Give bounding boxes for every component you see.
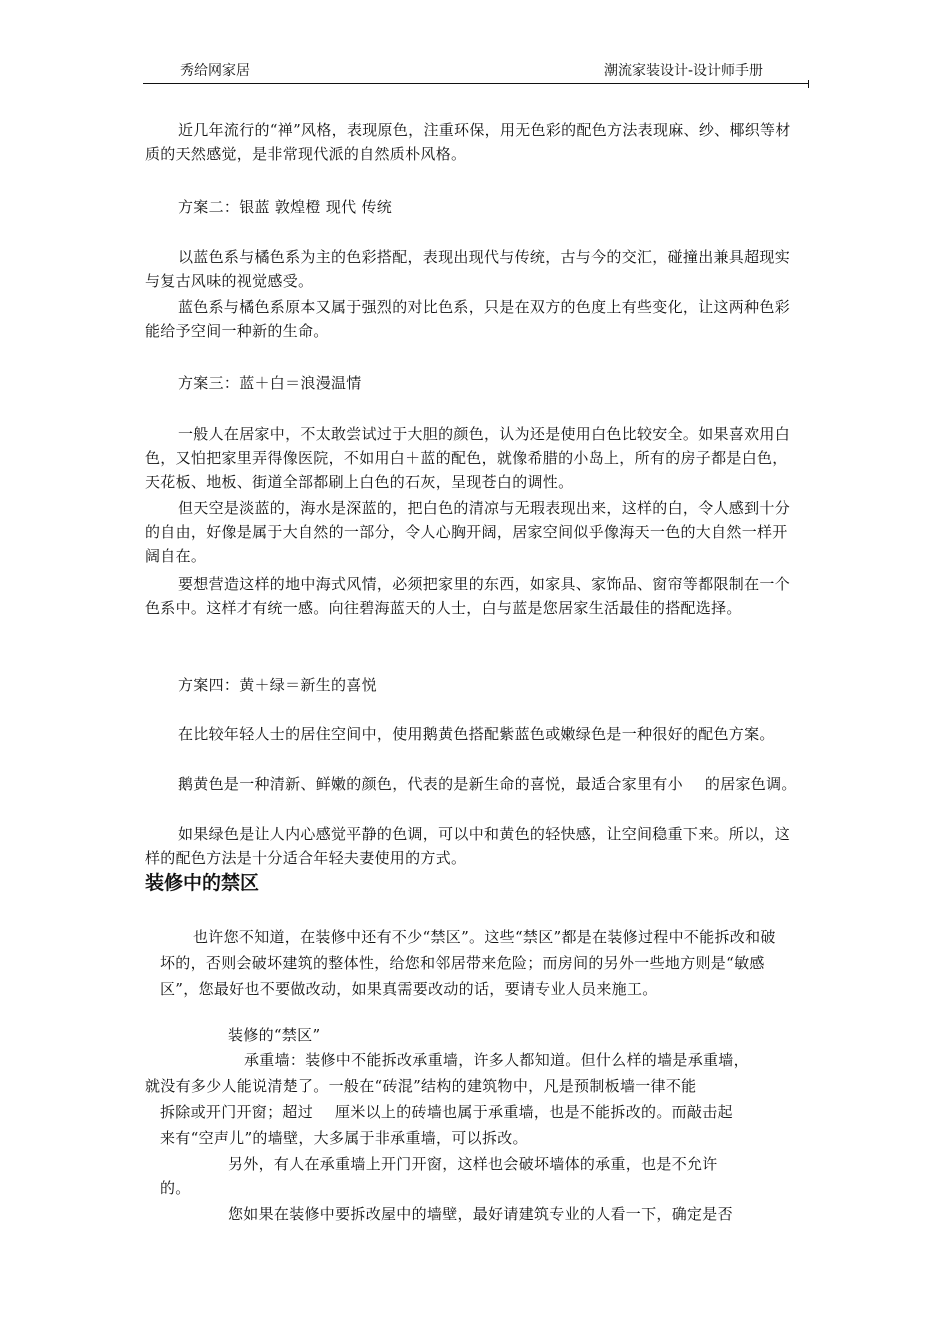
scheme4-paragraph-1: 在比较年轻人士的居住空间中，使用鹅黄色搭配紫蓝色或嫩绿色是一种很好的配色方案。: [178, 725, 775, 743]
opening-wall-line-1: 另外，有人在承重墙上开门开窗，这样也会破坏墙体的承重，也是不允许: [228, 1155, 718, 1173]
scheme2-paragraph-1: 以蓝色系与橘色系为主的色彩搭配，表现出现代与传统，古与今的交汇，碰撞出兼具超现实与复古风味的视觉感受。: [145, 248, 791, 290]
section-title-forbidden-zones: 装修中的禁区: [145, 872, 260, 894]
scheme3-title: 方案三：蓝＋白＝浪漫温情: [178, 374, 362, 392]
header-doc-title: 潮流家装设计-设计师手册: [604, 63, 764, 79]
scheme3-paragraph-2: 但天空是淡蓝的，海水是深蓝的，把白色的清凉与无瑕表现出来，这样的白，令人感到十分的自由，好像是属于大自然的一部分，令人心胸开阔，居家空间似乎像海天一色的大自然一样开阔自在。: [145, 499, 791, 565]
consult-expert-line-1: 您如果在装修中要拆改屋中的墙壁，最好请建筑专业的人看一下，确定是否: [228, 1205, 733, 1223]
header-rule-end-mark: [808, 80, 809, 88]
load-wall-line-2: 就没有多少人能说清楚了。一般在“砖混”结构的建筑物中，凡是预制板墙一律不能: [145, 1077, 697, 1095]
forbidden-subtitle: 装修的“禁区”: [228, 1026, 321, 1044]
opening-wall-line-2: 的。: [160, 1179, 191, 1197]
scheme3-paragraph-3: 要想营造这样的地中海式风情，必须把家里的东西，如家具、家饰品、窗帘等都限制在一个色系中。这样才有统一感。向往碧海蓝天的人士，白与蓝是您居家生活最佳的搭配选择。: [145, 575, 791, 617]
load-wall-line-4: 来有“空声儿”的墙壁，大多属于非承重墙，可以拆改。: [160, 1129, 528, 1147]
header-site-name: 秀给网家居: [180, 63, 250, 79]
load-wall-line-3-part-b: 厘米以上的砖墙也属于承重墙，也是不能拆改的。而敲击起: [335, 1103, 733, 1121]
scheme4-paragraph-3: 如果绿色是让人内心感觉平静的色调，可以中和黄色的轻快感，让空间稳重下来。所以，这样的配色方法是十分适合年轻夫妻使用的方式。: [145, 825, 791, 867]
forbidden-intro-paragraph: 也许您不知道，在装修中还有不少“禁区”。这些“禁区”都是在装修过程中不能拆改和破坏的，否则会破坏建筑的整体性，给您和邻居带来危险；而房间的另外一些地方则是“敏感区”，您最好也不要做改动，如果真需要改动的话，要请专业人员来施工。: [160, 928, 776, 998]
scheme3-paragraph-1: 一般人在居家中，不太敢尝试过于大胆的颜色，认为还是使用白色比较安全。如果喜欢用白色，又怕把家里弄得像医院，不如用白＋蓝的配色，就像希腊的小岛上，所有的房子都是白色，天花板、地板、街道全部都刷上白色的石灰，呈现苍白的调性。: [145, 425, 791, 491]
header-rule: [143, 83, 808, 84]
scheme4-paragraph-2-part-a: 鹅黄色是一种清新、鲜嫩的颜色，代表的是新生命的喜悦，最适合家里有小: [178, 775, 683, 793]
load-wall-line-3-part-a: 拆除或开门开窗；超过: [160, 1103, 314, 1121]
load-wall-line-3: [160, 1100, 733, 1124]
scheme2-title: 方案二：银蓝 敦煌橙 现代 传统: [178, 198, 393, 216]
paragraph-zen-style: 近几年流行的“禅”风格，表现原色，注重环保，用无色彩的配色方法表现麻、纱、椰织等材质的天然感觉，是非常现代派的自然质朴风格。: [145, 121, 791, 163]
load-wall-line-1: 承重墙：装修中不能拆改承重墙，许多人都知道。但什么样的墙是承重墙，: [244, 1051, 749, 1069]
scheme4-paragraph-2-part-b: 的居家色调。: [704, 775, 797, 793]
scheme2-paragraph-2: 蓝色系与橘色系原本又属于强烈的对比色系，只是在双方的色度上有些变化，让这两种色彩能给予空间一种新的生命。: [145, 298, 791, 340]
scheme4-title: 方案四：黄＋绿＝新生的喜悦: [178, 676, 377, 694]
scheme4-paragraph-2: [145, 772, 800, 796]
